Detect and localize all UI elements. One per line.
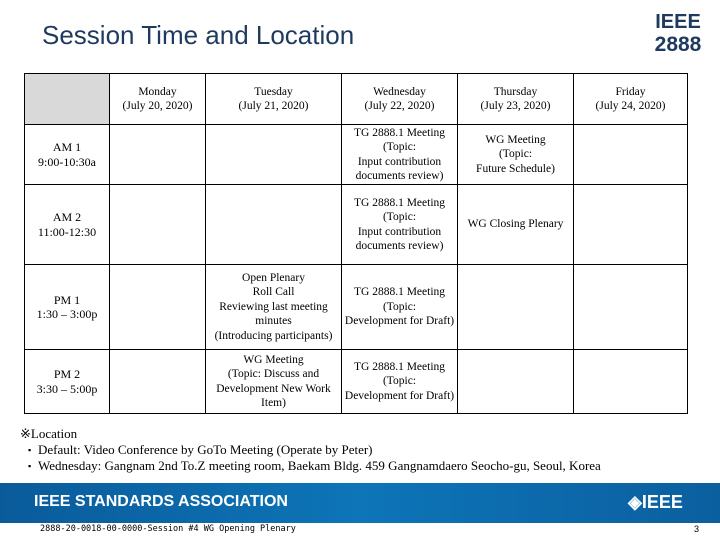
cell-am2-friday	[574, 185, 688, 265]
location-notes	[20, 426, 710, 474]
day-header-tuesday: Tuesday (July 21, 2020)	[206, 74, 342, 125]
location-item-default	[20, 442, 710, 458]
footer-bar	[0, 483, 720, 523]
header-row	[25, 74, 688, 125]
ieee-diamond-logo-icon: ◈IEEE	[628, 492, 683, 512]
location-item-text: Default: Video Conference by GoTo Meeting (Operate by Peter)	[38, 442, 373, 457]
cell-pm2-thursday	[458, 350, 574, 414]
day-header-wednesday: Wednesday (July 22, 2020)	[342, 74, 458, 125]
cell-pm1-friday	[574, 265, 688, 350]
slot-label-pm1: PM 1 1:30 – 3:00p	[25, 265, 110, 350]
corner-cell	[25, 74, 110, 125]
cell-pm2-tuesday: WG Meeting (Topic: Discuss and Development New Work Item)	[206, 350, 342, 414]
location-item-wednesday	[20, 458, 710, 474]
slot-row-pm1	[25, 265, 688, 350]
cell-pm2-friday	[574, 350, 688, 414]
document-id: 2888-20-0018-00-0000-Session #4 WG Opening Plenary	[40, 524, 296, 534]
bullet-icon: ▪	[28, 445, 32, 455]
cell-am2-monday	[110, 185, 206, 265]
cell-am2-thursday: WG Closing Plenary	[458, 185, 574, 265]
location-item-text: Wednesday: Gangnam 2nd To.Z meeting room, Baekam Bldg. 459 Gangnamdaero Seocho-gu, Seoul, Korea	[38, 458, 601, 473]
cell-pm2-monday	[110, 350, 206, 414]
slot-label-am2: AM 2 11:00-12:30	[25, 185, 110, 265]
page-number: 3	[694, 524, 700, 534]
day-header-thursday: Thursday (July 23, 2020)	[458, 74, 574, 125]
slot-label-pm2: PM 2 3:30 – 5:00p	[25, 350, 110, 414]
cell-pm1-thursday	[458, 265, 574, 350]
cell-pm2-wednesday: TG 2888.1 Meeting (Topic: Development for Draft)	[342, 350, 458, 414]
slot-row-am2	[25, 185, 688, 265]
cell-pm1-monday	[110, 265, 206, 350]
slot-label-am1: AM 1 9:00-10:30a	[25, 125, 110, 185]
page-title: Session Time and Location	[42, 20, 355, 50]
cell-am1-monday	[110, 125, 206, 185]
bullet-icon: ▪	[28, 461, 32, 471]
logo-line2: 2888	[654, 33, 702, 56]
ieee-2888-logo	[650, 10, 706, 56]
cell-am1-thursday: WG Meeting (Topic: Future Schedule)	[458, 125, 574, 185]
cell-am2-tuesday	[206, 185, 342, 265]
cell-am1-tuesday	[206, 125, 342, 185]
cell-am2-wednesday: TG 2888.1 Meeting (Topic: Input contribution documents review)	[342, 185, 458, 265]
schedule-table	[24, 73, 688, 414]
location-heading: ※Location	[20, 426, 78, 441]
day-header-friday: Friday (July 24, 2020)	[574, 74, 688, 125]
logo-line1: IEEE	[655, 11, 701, 33]
slot-row-am1	[25, 125, 688, 185]
slot-row-pm2	[25, 350, 688, 414]
day-header-monday: Monday (July 20, 2020)	[110, 74, 206, 125]
cell-pm1-wednesday: TG 2888.1 Meeting (Topic: Development for Draft)	[342, 265, 458, 350]
cell-am1-wednesday: TG 2888.1 Meeting (Topic: Input contribution documents review)	[342, 125, 458, 185]
cell-pm1-tuesday: Open Plenary Roll Call Reviewing last meeting minutes (Introducing participants)	[206, 265, 342, 350]
cell-am1-friday	[574, 125, 688, 185]
footer-org-name: IEEE STANDARDS ASSOCIATION	[34, 493, 288, 510]
